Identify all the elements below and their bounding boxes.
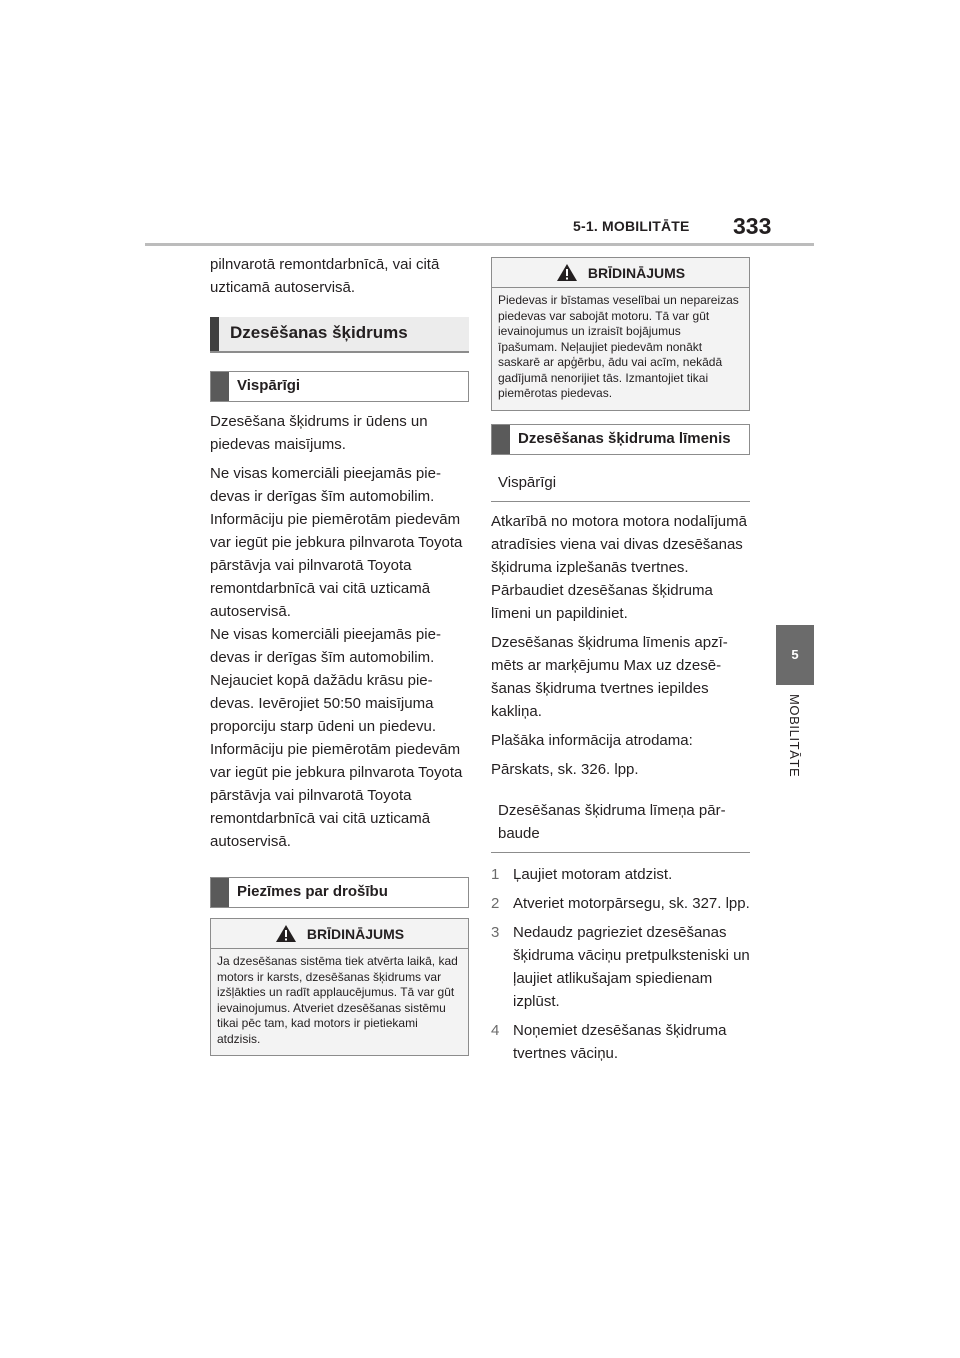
chapter-label: MOBILITĀTE: [787, 694, 802, 778]
max-mark-paragraph: Dzesēšanas šķidruma līmenis apzīmēts ar marķējumu Max uz dzesēšanas šķidruma tvertnes iepildes kakliņa.: [491, 633, 728, 720]
general-subheading: Vispārīgi: [210, 371, 469, 402]
coolant-heading: Dzesēšanas šķidrums: [210, 317, 469, 353]
warning-title: [492, 258, 749, 288]
intro-paragraph: pilnvarotā remontdarbnīcā, vai citā uzticamā autoservisā.: [210, 256, 440, 296]
warning-triangle-icon: [556, 263, 578, 282]
additive-mixing-paragraph: Ne visas komerciāli pieejamās piedevas ir derīgas šīm automobilim. Nejauciet kopā dažādu krāsu piedevas. Ievērojiet 50:50 maisījuma proporciju starp ūdeni un piedevu. Informāciju pie piemērotām piedevām var iegūt pie jebkura pilnvarota Toyota pārstāvja vai pilnvarotā Toyota remontdarbnīcā vai citā uzticamā autoservisā.: [210, 626, 463, 850]
step-item: [491, 921, 750, 1013]
page-number: 333: [733, 213, 772, 239]
chapter-tab: 5: [776, 625, 814, 685]
level-check-heading: Dzesēšanas šķidruma līmeņa pārbaude: [491, 795, 750, 853]
step-text: Nedaudz pagrieziet dzesēšanas šķidruma vāciņu pretpulksteniski un ļaujiet atlikušajam spiedienam izplūst.: [513, 923, 750, 1010]
warning-title-text: BRĪDINĀJUMS: [306, 925, 405, 942]
step-text: Ļaujiet motoram atdzist.: [513, 865, 673, 883]
step-item: [491, 1019, 750, 1065]
level-general-heading: Vispārīgi: [491, 467, 750, 502]
additive-info-paragraph: Ne visas komerciāli pieejamās piedevas ir derīgas šīm automobilim. Informāciju pie piemērotām piedevām var iegūt pie jebkura pilnvarota Toyota pārstāvja vai pilnvarotā Toyota remontdarbnīcā vai citā uzticamā autoservisā.: [210, 465, 463, 620]
coolant-definition: Dzesēšana šķidrums ir ūdens un piedevas maisījums.: [210, 413, 428, 453]
right-column: [491, 257, 750, 1071]
warning-title: [211, 919, 468, 949]
left-column: [210, 253, 469, 1056]
step-number: 3: [491, 923, 500, 941]
step-item: [491, 863, 750, 886]
warning-title-text: BRĪDINĀJUMS: [587, 264, 686, 281]
warning-text: Piedevas ir bīstamas veselībai un nepareizas piedevas var sabojāt motoru. Tā var gūt ievainojumus un izraisīt bojājumus īpašumam. Neļaujiet piedevām nonākt saskarē ar apģērbu, ādu vai acīm, nekādā gadījumā nenorijiet tās. Izmantojiet tikai piemērotas piedevas.: [498, 293, 739, 400]
warning-triangle-icon: [275, 924, 297, 943]
safety-notes-subheading: Piezīmes par drošību: [210, 877, 469, 908]
step-text: Noņemiet dzesēšanas šķidruma tvertnes vāciņu.: [513, 1021, 727, 1062]
step-number: 1: [491, 865, 500, 883]
header-divider: [145, 243, 814, 246]
step-number: 4: [491, 1021, 500, 1039]
steps-list: [491, 863, 750, 1065]
warning-text: Ja dzesēšanas sistēma tiek atvērta laikā, kad motors ir karsts, dzesēšanas šķidrums var izšļākties un radīt applaucējumus. Tā var gūt ievainojumus. Atveriet dzesēšanas sistēmu tikai pēc tam, kad motors ir pietiekami atdzisis.: [217, 954, 458, 1046]
coolant-level-subheading: Dzesēšanas šķidruma līmenis: [491, 424, 750, 455]
warning-box-hot-engine: [210, 918, 469, 1056]
more-info-paragraph: Plašāka informācija atrodama:: [491, 731, 693, 749]
step-item: [491, 892, 750, 915]
step-number: 2: [491, 894, 500, 912]
warning-box-additives: [491, 257, 750, 411]
overview-reference: Pārskats, sk. 326. lpp.: [491, 760, 639, 778]
expansion-tank-paragraph: Atkarībā no motora motora nodalījumā atradīsies viena vai divas dzesēšanas šķidruma izplešanās tvertnes. Pārbaudiet dzesēšanas šķidruma līmeni un papildiniet.: [491, 512, 747, 622]
step-text: Atveriet motorpārsegu, sk. 327. lpp.: [513, 894, 750, 912]
section-title: 5-1. MOBILITĀTE: [573, 218, 690, 234]
